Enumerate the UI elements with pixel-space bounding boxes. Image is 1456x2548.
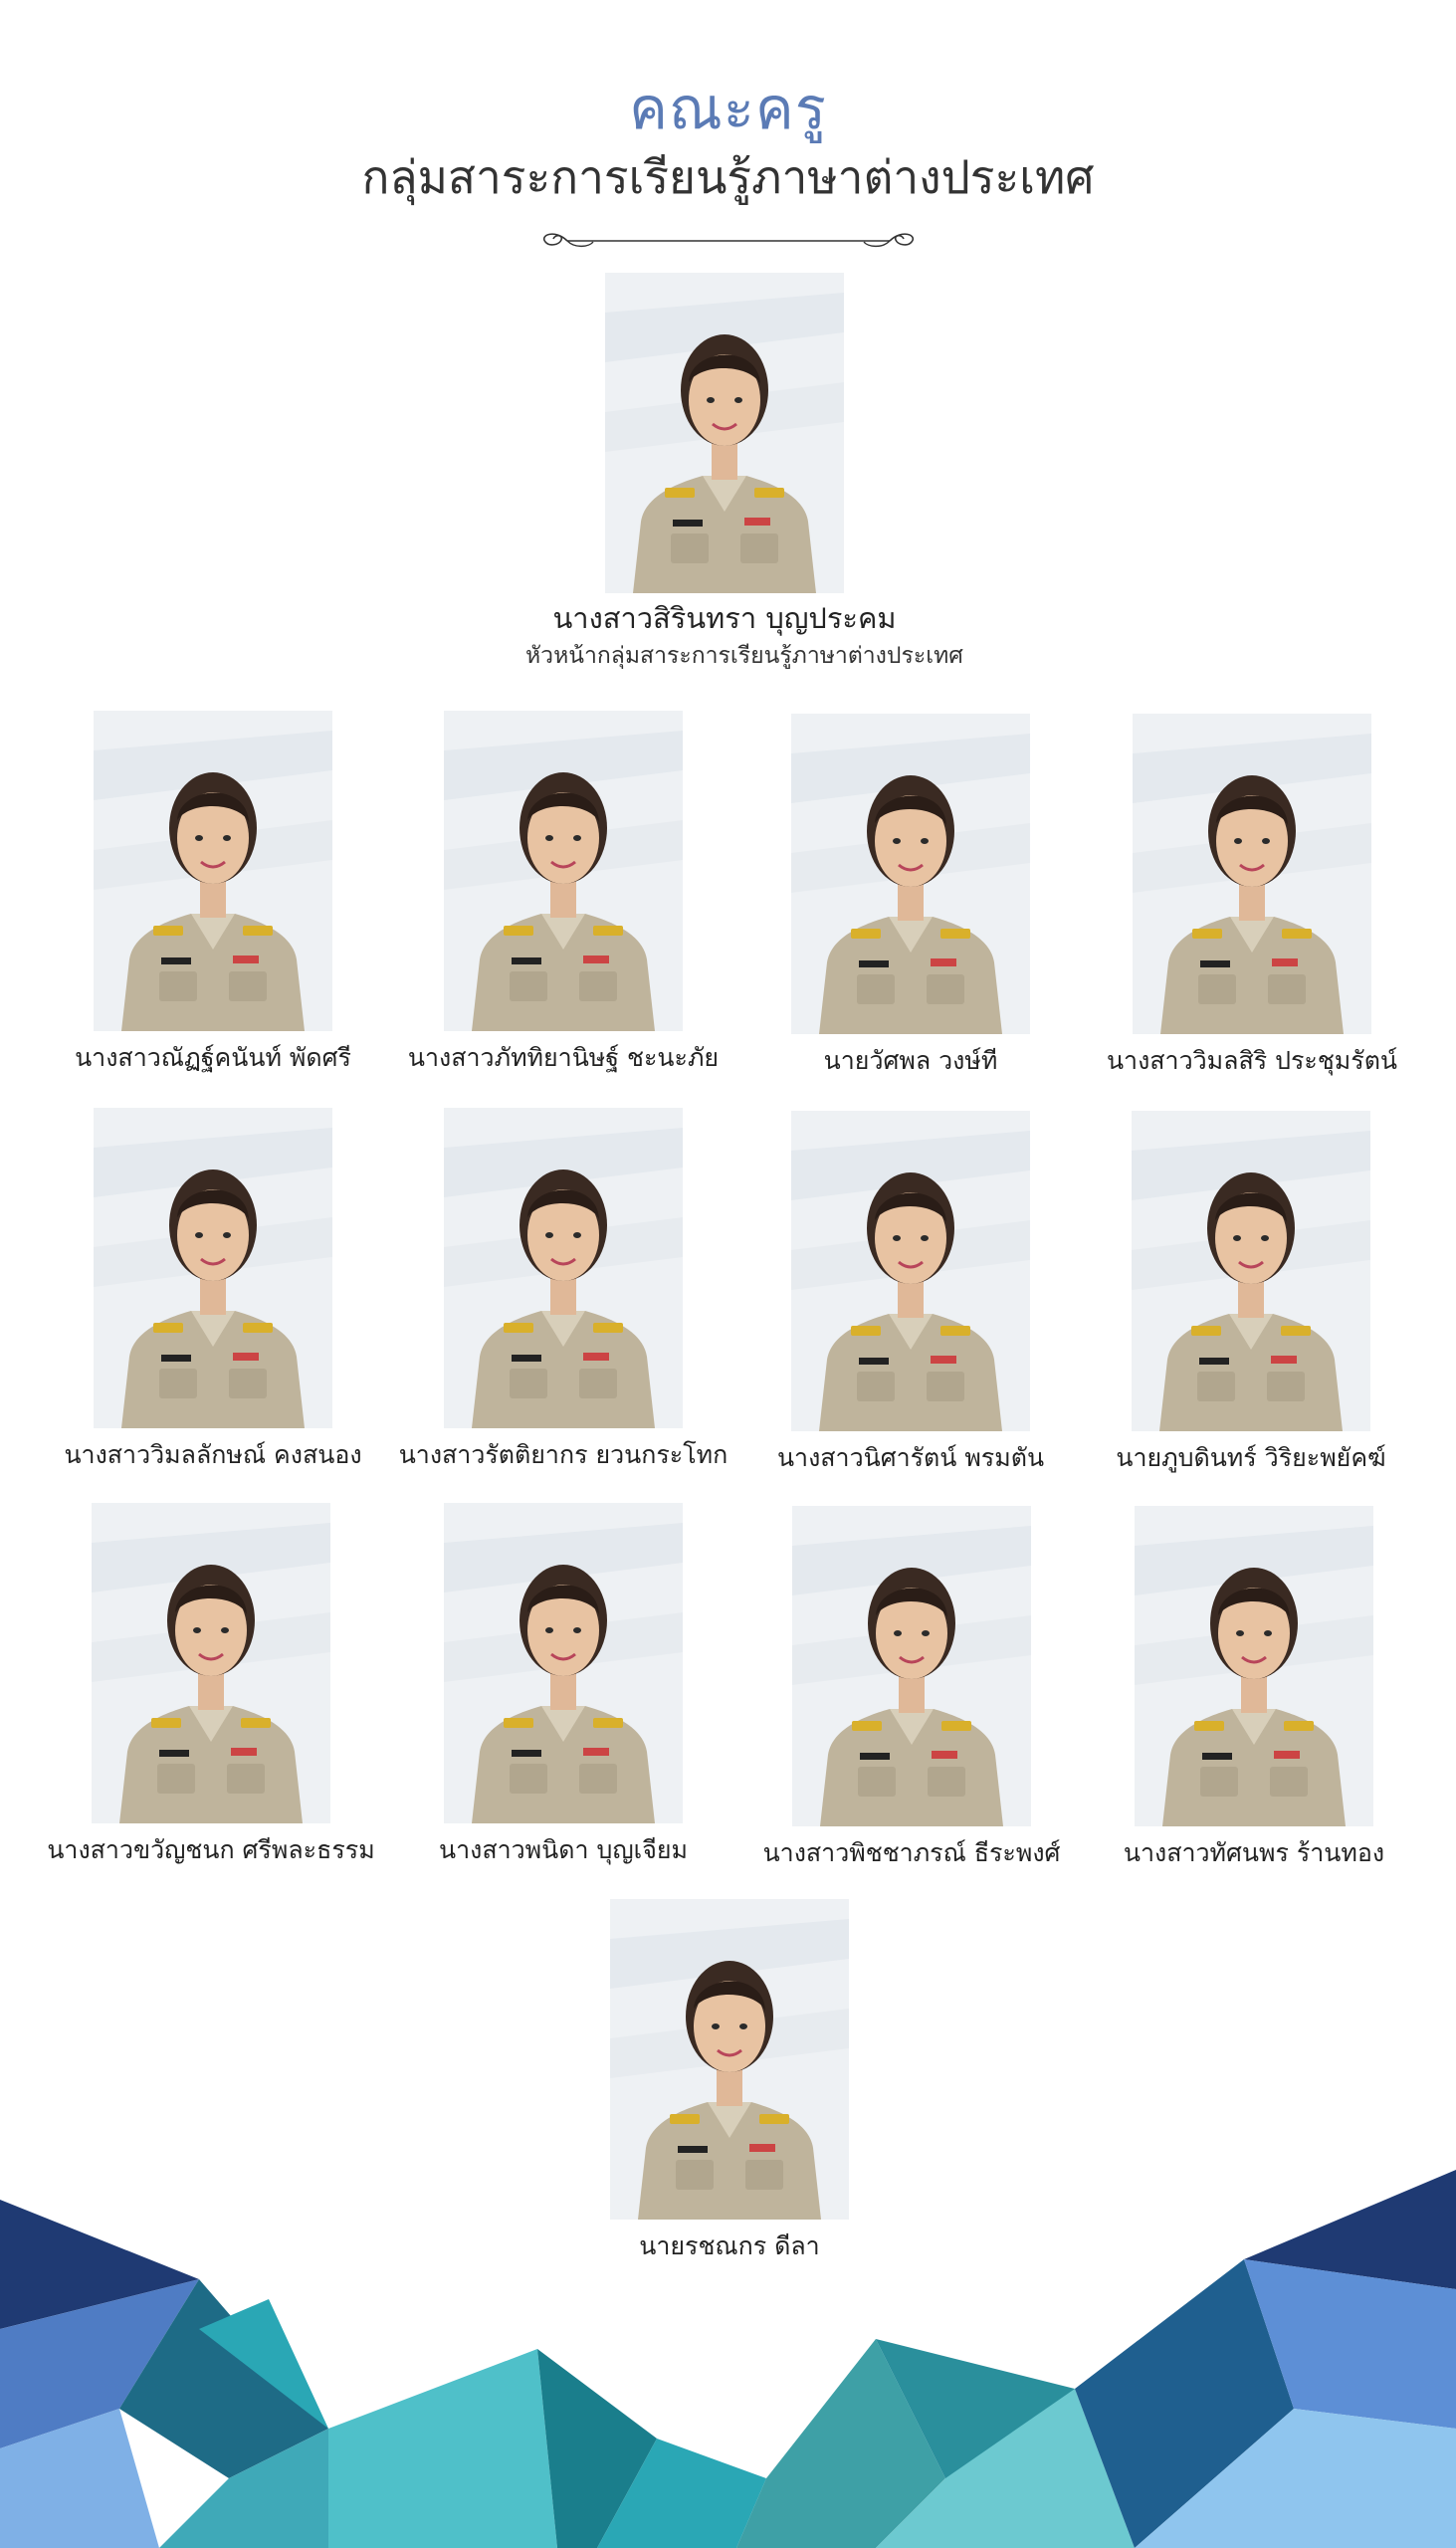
teacher-name: นางสาววิมลสิริ ประชุมรัตน์ [1106,1046,1398,1075]
teacher-photo [1133,714,1371,1034]
teacher-name: นายวัศพล วงษ์ที [823,1046,998,1075]
decorative-divider [537,225,920,255]
teacher-photo [444,1503,683,1823]
teacher-name: นายภูบดินทร์ วิริยะพยัคฆ์ [1116,1443,1386,1472]
head-teacher-name: นางสาวสิรินทรา บุญประคม [552,601,897,635]
teacher-photo [1132,1111,1370,1431]
teacher-photo [610,1899,849,2220]
teacher-name: นางสาวภัททิยานิษฐ์ ชะนะภัย [407,1043,720,1072]
teacher-name: นางสาววิมลลักษณ์ คงสนอง [64,1440,362,1469]
teacher-photo [444,1108,683,1428]
page-subtitle: กลุ่มสาระการเรียนรู้ภาษาต่างประเทศ [361,150,1095,204]
teacher-name: นางสาวพนิดา บุญเจียม [439,1835,688,1864]
teacher-name: นางสาวนิศารัตน์ พรมตัน [776,1443,1045,1472]
teacher-photo [94,711,332,1031]
teacher-photo [791,714,1030,1034]
teacher-photo [791,1111,1030,1431]
teacher-photo [605,273,844,593]
teacher-name: นางสาวรัตติยากร ยวนกระโทก [398,1440,728,1469]
page-title: คณะครู [629,75,827,142]
teacher-photo [444,711,683,1031]
teacher-photo [792,1506,1031,1826]
teacher-name: นางสาวพิชชาภรณ์ ธีระพงศ์ [762,1838,1061,1867]
head-teacher-role: หัวหน้ากลุ่มสาระการเรียนรู้ภาษาต่างประเทศ [525,643,963,669]
teacher-name: นางสาวณัฏฐ์คนันท์ พัดศรี [75,1043,351,1072]
teacher-name: นางสาวขวัญชนก ศรีพละธรรม [47,1835,375,1864]
teacher-photo [94,1108,332,1428]
teacher-name: นางสาวทัศนพร ร้านทอง [1123,1838,1385,1867]
teacher-name: นายรชณกร ดีลา [639,2231,820,2260]
teacher-photo [92,1503,330,1823]
teacher-photo [1135,1506,1373,1826]
